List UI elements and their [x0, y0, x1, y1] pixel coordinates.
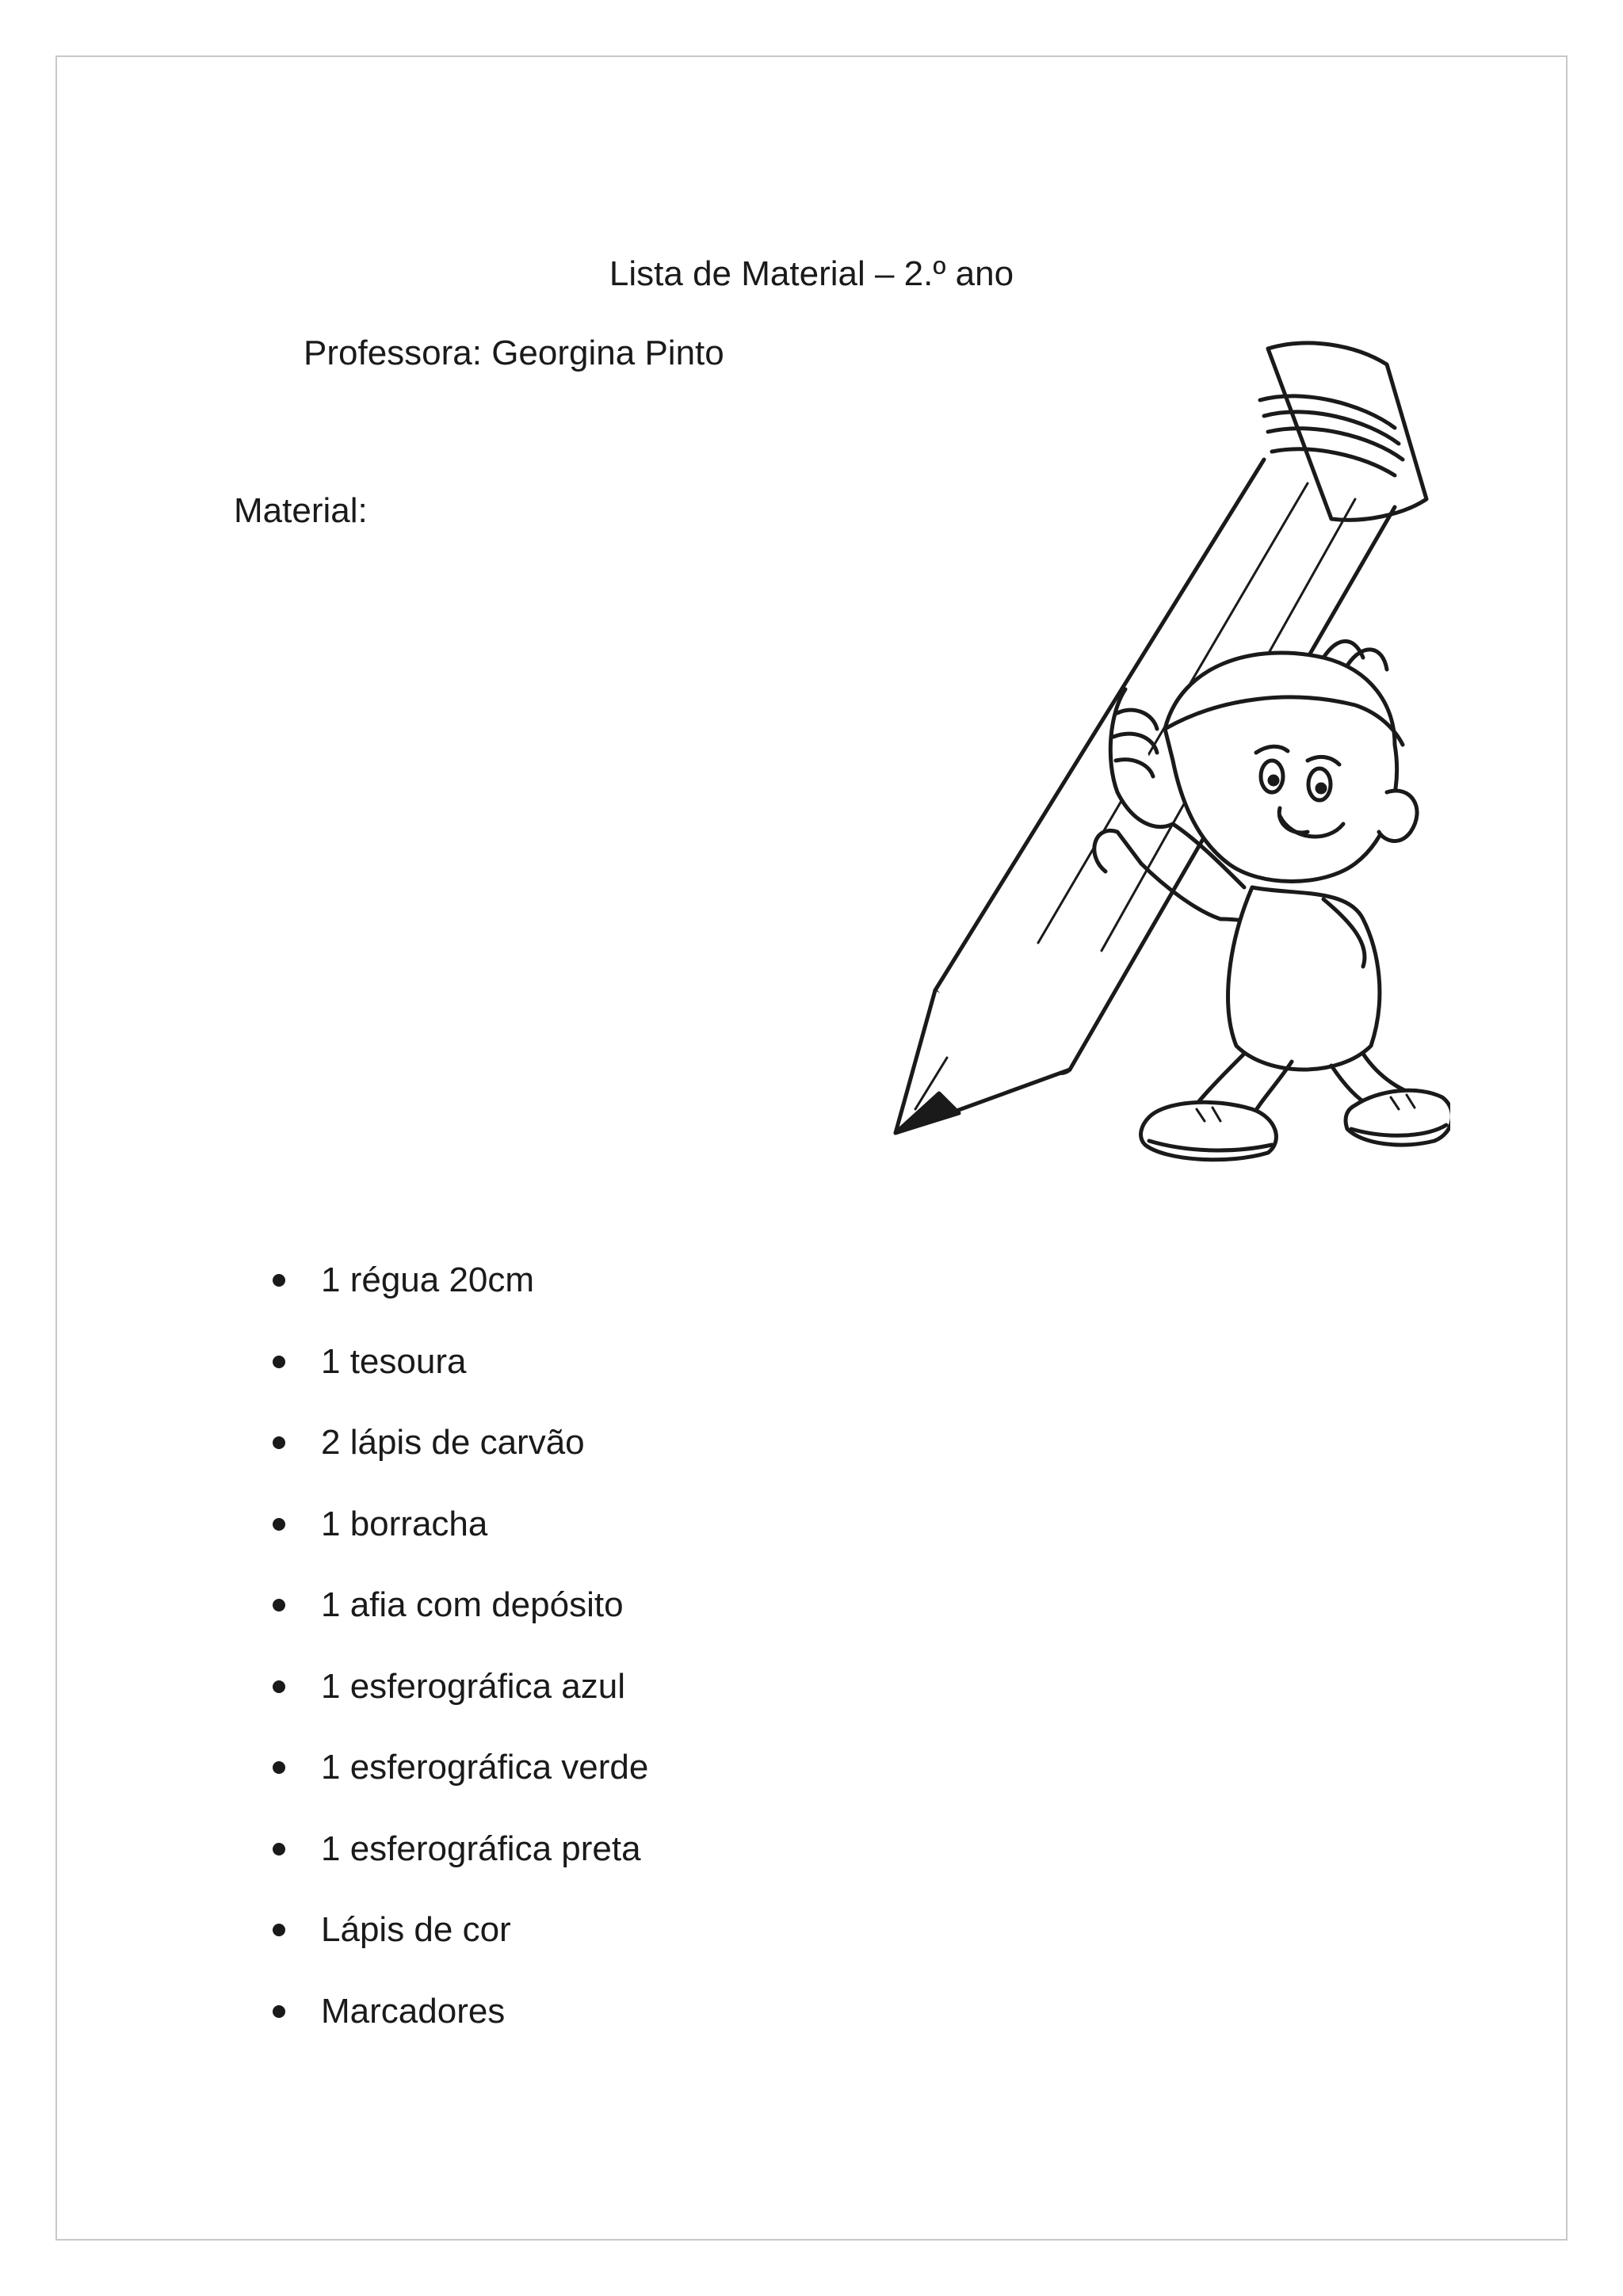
list-item-text: 1 esferográfica azul: [321, 1666, 625, 1706]
bullet-icon: [273, 1599, 285, 1611]
list-item-text: Marcadores: [321, 1991, 506, 2031]
document-title: [0, 252, 1623, 296]
list-item: [262, 1908, 648, 1989]
list-item-text: 1 régua 20cm: [321, 1261, 535, 1299]
list-item: [262, 1989, 648, 2071]
materials-list: [262, 1258, 648, 2070]
list-item: [262, 1502, 648, 1584]
bullet-icon: [273, 1680, 285, 1693]
list-item-text: 1 afia com depósito: [321, 1585, 624, 1624]
bullet-icon: [273, 1274, 285, 1287]
list-item-text: 1 esferográfica verde: [321, 1748, 649, 1787]
list-item-text: Lápis de cor: [321, 1910, 511, 1949]
bullet-icon: [273, 1518, 285, 1531]
bullet-icon: [273, 1761, 285, 1774]
list-item: [262, 1258, 648, 1340]
list-item: [262, 1665, 648, 1746]
bullet-icon: [273, 1436, 285, 1449]
list-item: [262, 1583, 648, 1665]
teacher-name: Professora: Georgina Pinto: [304, 334, 724, 372]
bullet-icon: [273, 1843, 285, 1855]
list-item: [262, 1340, 648, 1421]
boy-holding-giant-pencil-icon: [880, 317, 1450, 1173]
list-item-text: 2 lápis de carvão: [321, 1423, 585, 1462]
bullet-icon: [273, 1356, 285, 1368]
document-title-text: Lista de Material – 2.º ano: [609, 254, 1014, 293]
list-item-text: 1 esferográfica preta: [321, 1829, 641, 1868]
list-item: [262, 1745, 648, 1827]
list-item-text: 1 borracha: [321, 1504, 488, 1543]
list-item: [262, 1827, 648, 1909]
list-item-text: 1 tesoura: [321, 1341, 467, 1381]
bullet-icon: [273, 1924, 285, 1936]
boy: [1094, 641, 1450, 1159]
list-item: [262, 1421, 648, 1502]
material-heading: Material:: [234, 491, 368, 530]
bullet-icon: [273, 2005, 285, 2018]
